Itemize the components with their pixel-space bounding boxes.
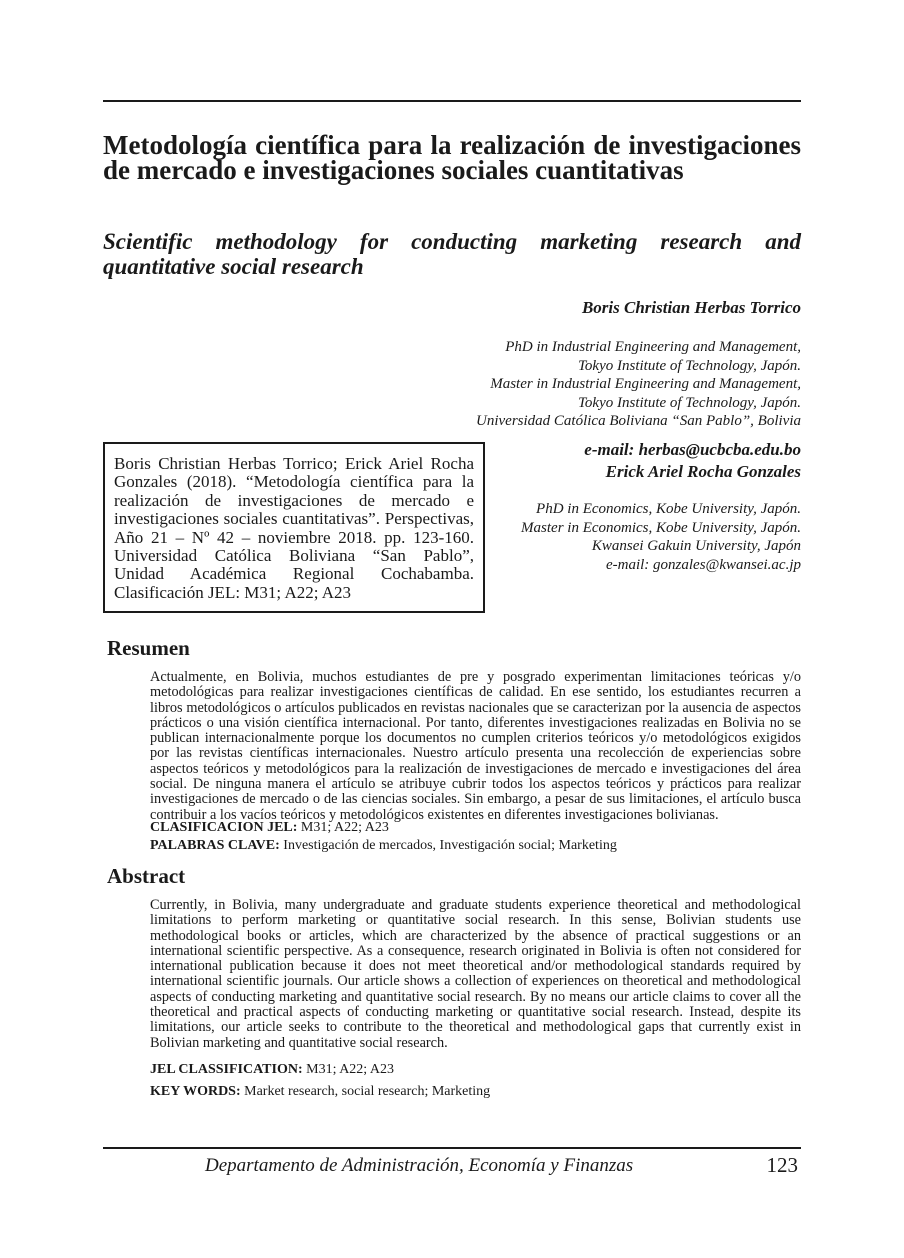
affiliation-line: Master in Economics, Kobe University, Japón.	[521, 519, 801, 536]
resumen-jel-value: M31; A22; A23	[297, 820, 389, 835]
affiliation-line: Master in Industrial Engineering and Management,	[490, 376, 801, 392]
author-1-name: Boris Christian Herbas Torrico	[581, 298, 801, 317]
abstract-jel-label: JEL CLASSIFICATION:	[150, 1062, 303, 1077]
abstract-text: Currently, in Bolivia, many undergraduate and graduate students experience theoretical and methodological limitations to perform marketing or quantitative social research. In this sense, Bolivian students use methodological books or articles, which are characterized by the absence of practical suggestions or an international scientific perspective. As a consequence, research originated in Bolivia is often not considered for international publication because it does not meet theoretical and/or methodological standards required by international scientific journals. Our article shows a collection of experiences on theoretical and methodological aspects of conducting marketing and quantitative social research. By no means our article claims to cover all the theoretical and practical aspects of conducting marketing or quantitative social research. Instead, despite its limitations, our article seeks to contribute to the theoretical and methodological gaps that currently exist in Bolivian marketing and quantitative social research.	[150, 897, 801, 1051]
abstract-keywords	[150, 1084, 490, 1100]
affiliation-line: Tokyo Institute of Technology, Japón.	[577, 357, 801, 374]
affiliation-line: Tokyo Institute of Technology, Japón.	[577, 394, 801, 411]
affiliation-line: Kwansei Gakuin University, Japón	[591, 538, 801, 554]
affiliation-line: PhD in Economics, Kobe University, Japón.	[536, 501, 801, 517]
bottom-rule	[103, 1147, 801, 1149]
affiliation-line: PhD in Industrial Engineering and Management,	[505, 339, 801, 355]
footer-department: Departamento de Administración, Economía y Finanzas	[205, 1155, 634, 1176]
resumen-text: Actualmente, en Bolivia, muchos estudiantes de pre y posgrado experimentan limitaciones teóricas y/o metodológicas para realizar investigaciones científicas de calidad. En ese sentido, los estudiantes recurren a libros metodológicos o artículos publicados en revistas nacionales que se caracterizan por la ausencia de aspectos prácticos o una visión científica internacional. Por tanto, diferentes investigaciones realizadas en Bolivia no se publican internacionalmente porque los documentos no cumplen criterios teóricos y/o metodológicos exigidos por las revistas científicas internacionales. Nuestro artículo presenta una recolección de experiencias sobre aspectos teóricos y metodológicos para la realización de investigaciones de mercado e investigaciones del área social. De ninguna manera el artículo se atribuye cubrir todos los aspectos teóricos y prácticos para realizar investigaciones de mercado o de las ciencias sociales. Sin embargo, a pesar de sus limitaciones, el artículo busca contribuir a los vacíos teóricos y metodológicos existentes en diferentes investigaciones bolivianas.	[150, 669, 801, 823]
page-number: 123	[766, 1153, 798, 1177]
resumen-keywords-label: PALABRAS CLAVE:	[150, 838, 280, 853]
resumen-jel-label: CLASIFICACION JEL:	[150, 820, 298, 835]
title-english: Scientific methodology for conducting marketing research and quantitative social research	[103, 229, 801, 279]
resumen-keywords-value: Investigación de mercados, Investigación social; Marketing	[279, 838, 617, 853]
author-2-affiliations	[471, 500, 801, 574]
abstract-keywords-value: Market research, social research; Marketing	[240, 1084, 491, 1099]
abstract-keywords-label: KEY WORDS:	[150, 1084, 241, 1099]
top-rule	[103, 100, 801, 102]
resumen-heading: Resumen	[107, 636, 190, 660]
title-spanish: Metodología científica para la realización de investigaciones de mercado e investigaciones sociales cuantitativas	[103, 130, 801, 185]
abstract-jel	[150, 1062, 394, 1078]
author-2-email: e-mail: gonzales@kwansei.ac.jp	[605, 556, 801, 573]
author-1-email: e-mail: herbas@ucbcba.edu.bo	[584, 440, 801, 459]
author-1-affiliations	[361, 338, 801, 431]
citation-box: Boris Christian Herbas Torrico; Erick Ariel Rocha Gonzales (2018). “Metodología científica para la realización de investigaciones de mercado e investigaciones sociales cuantitativas”. Perspectivas, Año 21 – Nº 42 – noviembre 2018. pp. 123-160. Universidad Católica Boliviana “San Pablo”, Unidad Académica Regional Cochabamba. Clasificación JEL: M31; A22; A23	[103, 442, 485, 613]
author-2-name: Erick Ariel Rocha Gonzales	[605, 462, 801, 481]
abstract-heading: Abstract	[107, 864, 186, 888]
resumen-jel	[150, 820, 389, 836]
resumen-keywords	[150, 838, 617, 854]
affiliation-line: Universidad Católica Boliviana “San Pablo”, Bolivia	[476, 413, 801, 429]
abstract-jel-value: M31; A22; A23	[302, 1062, 395, 1077]
